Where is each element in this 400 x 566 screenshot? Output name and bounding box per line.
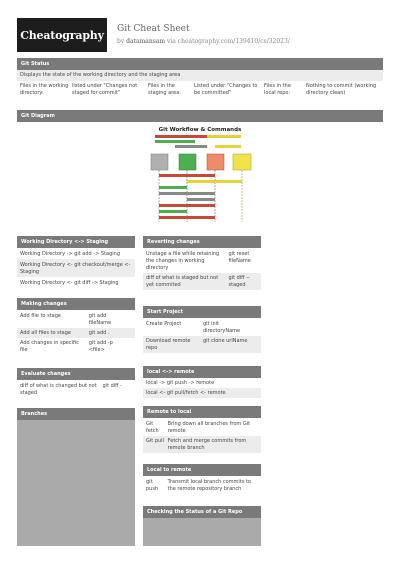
row-command: git clone urlName — [202, 338, 248, 344]
row-label: Add changes in specific file — [20, 340, 79, 353]
status-cell: Files in the working directory: — [20, 83, 69, 96]
status-cell: Listed under "Changes to be committed" — [194, 83, 258, 96]
row-command: Git fetch — [146, 421, 159, 434]
local-remote-row — [143, 388, 261, 398]
evaluate-changes-row — [17, 380, 135, 398]
reverting-row — [143, 248, 261, 273]
section-heading: Making changes — [17, 298, 135, 310]
section-heading: local <-> remote — [143, 366, 261, 378]
git-status-row — [17, 81, 383, 98]
row-command: git diff - — [102, 383, 123, 389]
row-label: Create Project — [146, 321, 182, 327]
row-label: Unstage a file while retaining the changes in working directory — [146, 251, 220, 271]
row-label: diff of what is staged but not yet commited — [146, 275, 219, 288]
reverting-section — [143, 236, 261, 302]
row-label: Bring down all branches from Git remote — [167, 421, 251, 434]
row-text: Working Directory <- git checkout/merge <- Staging — [20, 262, 131, 275]
wd-staging-row — [17, 259, 135, 277]
row-label: Add all files to stage — [20, 330, 71, 336]
remote-to-local-row — [143, 418, 261, 436]
status-cell: Files in the staging area: — [148, 83, 181, 96]
checking-status-section — [143, 506, 261, 546]
row-command: git add -p <file> — [88, 340, 113, 353]
section-heading: Evaluate changes — [17, 368, 135, 380]
row-text: Working Directory -> git add -> Staging — [20, 251, 120, 257]
section-heading: Remote to local — [143, 406, 261, 418]
evaluate-changes-section — [17, 368, 135, 402]
status-cell: listed under "Changes not staged for commit" — [72, 83, 138, 96]
section-heading: Working Directory <-> Staging — [17, 236, 135, 248]
start-project-section — [143, 306, 261, 362]
branches-section — [17, 408, 135, 546]
section-heading: Git Diagram — [17, 110, 383, 122]
diagram-title: Git Workflow & Commands — [158, 127, 242, 133]
byline — [117, 38, 290, 45]
row-command: git reset fileName — [228, 251, 251, 264]
start-project-row — [143, 318, 261, 336]
row-text: Working Directory <- git diff -> Staging — [20, 280, 119, 286]
making-changes-row — [17, 338, 135, 355]
making-changes-section — [17, 298, 135, 362]
row-command: git push — [146, 479, 159, 492]
local-to-remote-row — [143, 476, 261, 494]
row-label: Add file to stage — [20, 313, 61, 319]
section-heading: Reverting changes — [143, 236, 261, 248]
start-project-row — [143, 336, 261, 353]
remote-to-local-section — [143, 406, 261, 460]
section-heading: Local to remote — [143, 464, 261, 476]
row-text: local -> git push -> remote — [146, 380, 215, 386]
local-remote-row — [143, 378, 261, 388]
row-label: diff of what is changed but not staged — [20, 383, 97, 396]
row-command: git diff --staged — [228, 275, 250, 288]
page-header — [17, 18, 383, 52]
section-heading: Start Project — [143, 306, 261, 318]
author-link[interactable]: datamansam — [126, 38, 166, 45]
byline-via: via — [166, 38, 176, 45]
byline-by: by — [117, 38, 125, 45]
reverting-row — [143, 273, 261, 290]
git-workflow-diagram — [145, 124, 255, 224]
row-label: Transmit local branch commits to the remote repository branch — [167, 479, 251, 492]
row-command: git add fileName — [88, 313, 112, 326]
cheatography-logo[interactable]: Cheatography — [17, 18, 107, 52]
row-label: Fetch and merge commits from remote branch — [167, 438, 247, 451]
git-diagram-section — [17, 110, 383, 228]
page-title: Git Cheat Sheet — [117, 24, 190, 34]
source-url[interactable]: cheatography.com/139410/cs/32023/ — [177, 38, 290, 45]
local-remote-section — [143, 366, 261, 402]
remote-to-local-row — [143, 436, 261, 453]
status-cell: Files in the local repo: — [264, 83, 291, 96]
git-status-section — [17, 58, 383, 106]
git-status-intro — [17, 70, 383, 81]
row-label: Download remote repo — [146, 338, 191, 351]
row-text: local <- git pull/fetch <- remote — [146, 390, 226, 396]
row-command: Git pull — [146, 438, 164, 444]
row-command: git init directoryName — [202, 321, 241, 334]
row-command: git add . — [88, 330, 110, 336]
section-heading: Branches — [17, 408, 135, 420]
wd-staging-row — [17, 248, 135, 259]
status-cell: Nothing to commit (working directory clean) — [306, 83, 377, 96]
section-heading: Git Status — [17, 58, 383, 70]
local-to-remote-section — [143, 464, 261, 500]
making-changes-row — [17, 328, 135, 338]
wd-staging-section — [17, 236, 135, 294]
intro-text: Displays the state of the working directory and the staging area — [20, 72, 181, 78]
section-heading: Checking the Status of a Git Repo — [143, 506, 261, 518]
wd-staging-row — [17, 277, 135, 288]
making-changes-row — [17, 310, 135, 328]
